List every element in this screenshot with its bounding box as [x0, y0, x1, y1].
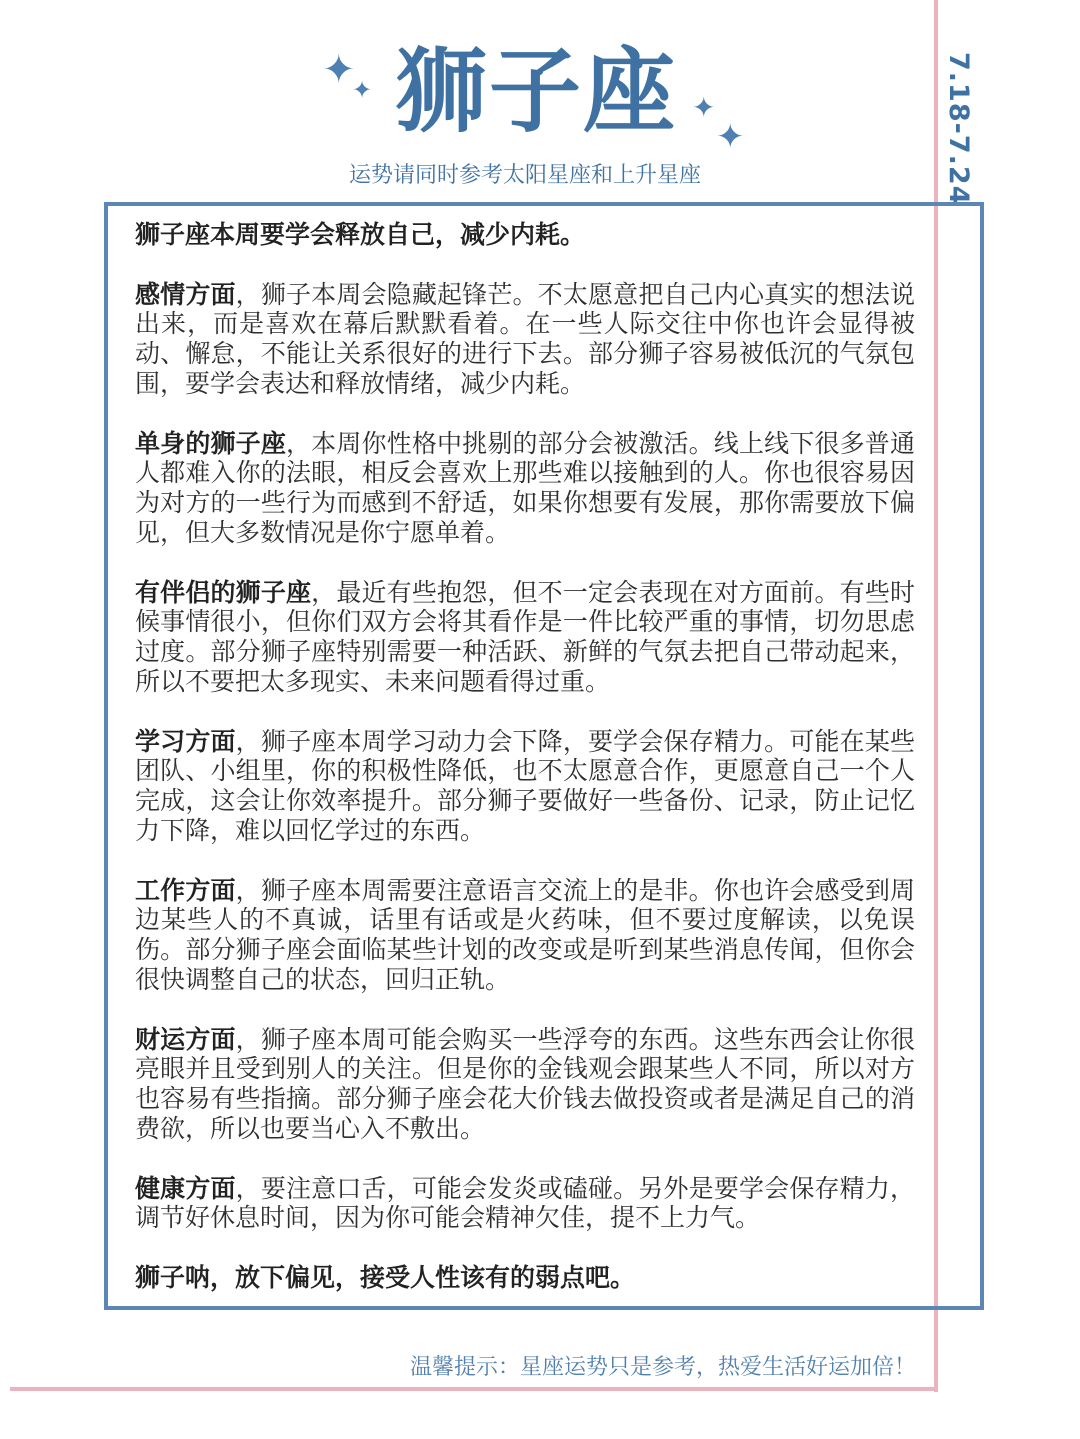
- section-wealth: [135, 1025, 915, 1144]
- section-heading: 财运方面: [135, 1024, 236, 1054]
- footer-tip: 温馨提示：星座运势只是参考，热爱生活好运加倍！: [410, 1355, 917, 1380]
- section-single: [135, 429, 915, 548]
- section-text: ，要注意口舌，可能会发炎或磕碰。另外是要学会保存精力，调节好休息时间，因为你可能会精神欠佳，提不上力气。: [135, 1173, 915, 1233]
- sparkle-icon: ✦: [352, 76, 373, 104]
- intro-line: 狮子座本周要学会释放自己，减少内耗。: [135, 220, 586, 249]
- closing-line: 狮子呐，放下偏见，接受人性该有的弱点吧。: [135, 1262, 636, 1292]
- section-work: [135, 876, 915, 995]
- horoscope-text: [135, 220, 915, 1293]
- section-text: ，狮子座本周可能会购买一些浮夸的东西。这些东西会让你很亮眼并且受到别人的关注。但是你的金钱观会跟某些人不同，所以对方也容易有些指摘。部分狮子座会花大价钱去做投资或者是满足自己的消费欲，所以也要当心入不敷出。: [135, 1024, 915, 1143]
- section-health: [135, 1174, 915, 1234]
- section-text: ，狮子本周会隐藏起锋芒。不太愿意把自己内心真实的想法说出来，而是喜欢在幕后默默看着。在一些人际交往中你也许会显得被动、懈怠，不能让关系很好的进行下去。部分狮子容易被低沉的气氛包围，要学会表达和释放情绪，减少内耗。: [135, 279, 915, 398]
- section-heading: 有伴侣的狮子座: [135, 577, 312, 607]
- section-heading: 单身的狮子座: [135, 428, 286, 458]
- section-love: [135, 280, 915, 399]
- section-partnered: [135, 578, 915, 697]
- date-range: 7.18-7.24: [943, 52, 974, 206]
- sparkle-icon: ✦: [322, 47, 356, 93]
- page-subtitle: 运势请同时参考太阳星座和上升星座: [349, 163, 702, 188]
- section-heading: 学习方面: [135, 726, 236, 756]
- section-heading: 工作方面: [135, 875, 236, 905]
- section-text: ，本周你性格中挑剔的部分会被激活。线上线下很多普通人都难入你的法眼，相反会喜欢上那些难以接触到的人。你也很容易因为对方的一些行为而感到不舒适，如果你想要有发展，那你需要放下偏见，但大多数情况是你宁愿单着。: [135, 428, 915, 547]
- pink-horizontal-line: [10, 1387, 938, 1391]
- section-heading: 健康方面: [135, 1173, 236, 1203]
- sparkle-icon: ✦: [692, 91, 716, 124]
- section-study: [135, 727, 915, 846]
- section-heading: 感情方面: [135, 279, 236, 309]
- sparkle-icon: ✦: [716, 117, 745, 157]
- section-text: ，狮子座本周需要注意语言交流上的是非。你也许会感受到周边某些人的不真诚，话里有话或是火药味，但不要过度解读，以免误伤。部分狮子座会面临某些计划的改变或是听到某些消息传闻，但你会很快调整自己的状态，回归正轨。: [135, 875, 915, 994]
- section-text: ，狮子座本周学习动力会下降，要学会保存精力。可能在某些团队、小组里，你的积极性降低，也不太愿意合作，更愿意自己一个人完成，这会让你效率提升。部分狮子要做好一些备份、记录，防止记忆力下降，难以回忆学过的东西。: [135, 726, 915, 845]
- section-text: ，最近有些抱怨，但不一定会表现在对方面前。有些时候事情很小，但你们双方会将其看作是一件比较严重的事情，切勿思虑过度。部分狮子座特别需要一种活跃、新鲜的气氛去把自己带动起来，所以不要把太多现实、未来问题看得过重。: [135, 577, 915, 696]
- page-title: 狮子座: [395, 38, 678, 145]
